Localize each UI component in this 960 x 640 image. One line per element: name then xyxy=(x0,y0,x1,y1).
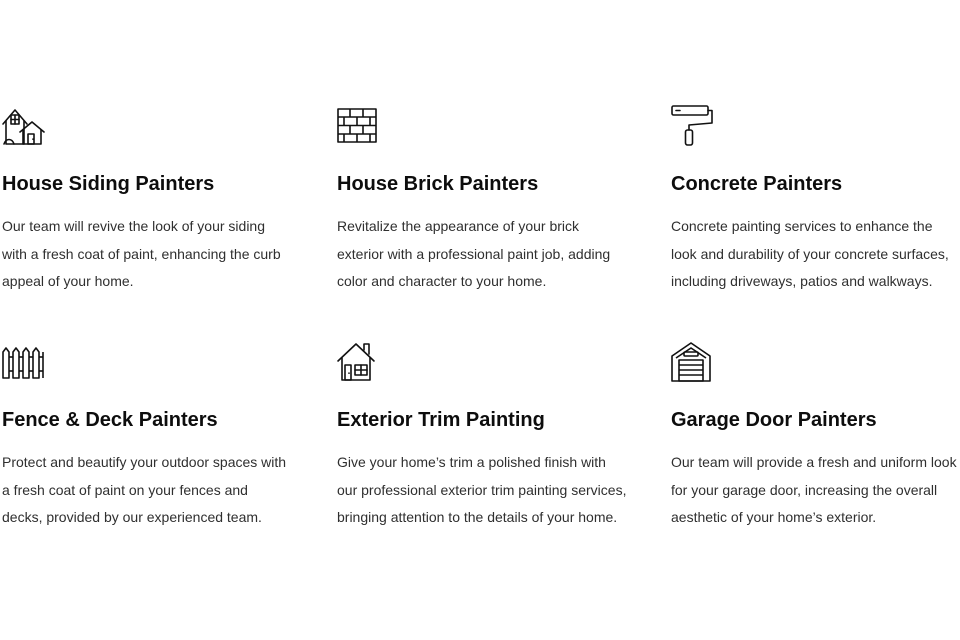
service-title: Fence & Deck Painters xyxy=(2,409,218,431)
paint-roller-icon xyxy=(671,104,715,148)
house-icon xyxy=(2,104,46,148)
service-description: Our team will revive the look of your siding with a fresh coat of paint, enhancing the curb appeal of your home. xyxy=(2,218,281,289)
service-card-house-brick xyxy=(337,104,627,296)
service-card-fence-deck xyxy=(2,340,292,532)
service-card-garage-door xyxy=(671,340,959,532)
service-title: Garage Door Painters xyxy=(671,409,877,431)
service-title: Concrete Painters xyxy=(671,173,843,195)
service-card-exterior-trim xyxy=(337,340,627,532)
service-description: Concrete painting services to enhance the look and durability of your concrete surfaces, including driveways, patios and walkways. xyxy=(671,218,949,289)
service-title: House Brick Painters xyxy=(337,173,539,195)
service-card-concrete xyxy=(671,104,959,296)
service-description: Our team will provide a fresh and uniform look for your garage door, increasing the overall aesthetic of your home’s exterior. xyxy=(671,454,957,525)
service-description: Protect and beautify your outdoor spaces with a fresh coat of paint on your fences and decks, provided by our experienced team. xyxy=(2,454,287,525)
fence-icon xyxy=(2,340,46,384)
small-house-icon xyxy=(337,340,381,384)
service-title: House Siding Painters xyxy=(2,173,215,195)
garage-icon xyxy=(671,340,715,384)
service-description: Give your home’s trim a polished finish with our professional exterior trim painting services, bringing attention to the details of your home. xyxy=(337,454,627,525)
service-description: Revitalize the appearance of your brick exterior with a professional paint job, adding color and character to your home. xyxy=(337,218,611,289)
brick-wall-icon xyxy=(337,104,381,148)
service-card-house-siding xyxy=(2,104,292,296)
service-title: Exterior Trim Painting xyxy=(337,409,545,431)
